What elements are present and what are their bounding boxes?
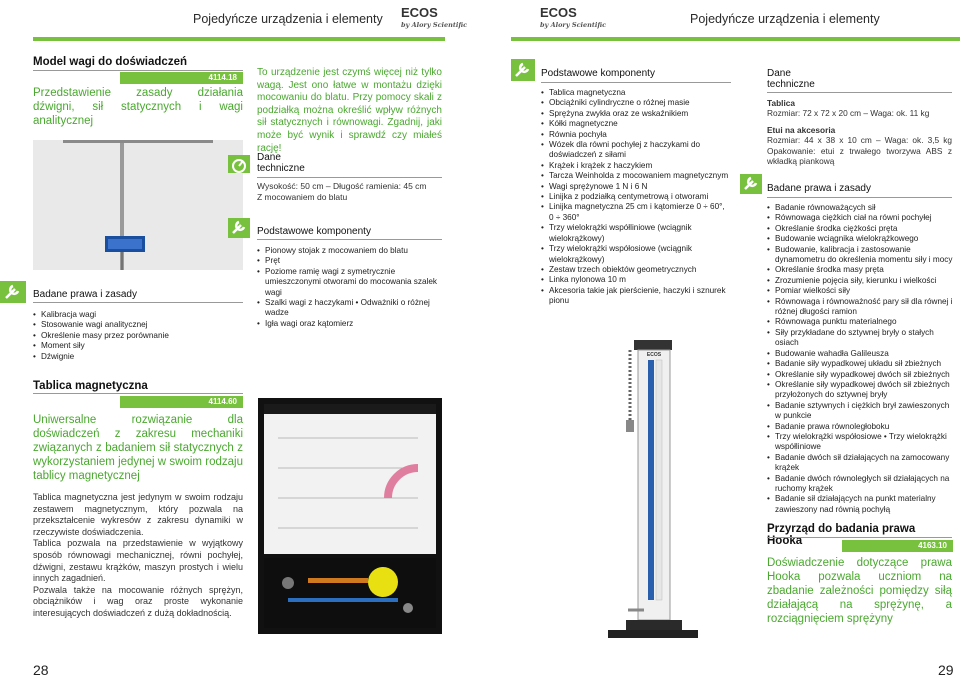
header-bar-right: [511, 37, 960, 41]
list-item: • Sprężyna zwykła oraz ze wskaźnikiem: [541, 109, 731, 119]
list-item: • Badanie dwóch równoległych sił działających na ruchomy krążek: [767, 474, 954, 495]
magnetic-board-photo: [258, 398, 442, 634]
wrench-icon: [740, 174, 762, 194]
tech-title-line2: techniczne: [767, 79, 815, 90]
gauge-icon: [228, 155, 250, 173]
tech-text-line2: Z mocowaniem do blatu: [257, 192, 348, 202]
tech-title-line1: Dane: [767, 68, 791, 79]
divider: [767, 92, 952, 93]
list-item: • Równowaga i równoważność pary sił dla równej i różnej długości ramion: [767, 297, 954, 318]
ecos-logo-right: [540, 6, 606, 32]
divider: [257, 239, 442, 240]
etui-label: Etui na akcesoria: [767, 124, 836, 135]
list-item: • Pomiar wielkości siły: [767, 286, 954, 296]
wrench-icon: [511, 59, 535, 81]
list-item: • Określenie masy przez porównanie: [33, 331, 243, 341]
rules-list-col1: [33, 310, 243, 362]
components-list-col2: [257, 246, 444, 329]
list-item: • Kółki magnetyczne: [541, 119, 731, 129]
list-item: • Siły przykładane do sztywnej bryły o stałych osiach: [767, 328, 954, 349]
list-item: • Trzy wielokrążki współosiowe • Trzy wielokrążki współliniowe: [767, 432, 954, 453]
etui-text: Rozmiar: 44 x 38 x 10 cm – Waga: ok. 3,5 kg Opakowanie: etui z trwałego tworzywa ABS z wkładką piankową: [767, 135, 952, 167]
list-item: • Igła wagi oraz kątomierz: [257, 319, 444, 329]
list-item: • Akcesoria takie jak pierścienie, haczyki i sznurek pionu: [541, 286, 731, 307]
list-item: • Szalki wagi z haczykami • Odważniki o różnej wadze: [257, 298, 444, 319]
balance-illustration: [33, 140, 243, 270]
list-item: • Dźwignie: [33, 352, 243, 362]
list-item: • Poziome ramię wagi z symetrycznie umieszczonymi otworami do mocowania szalek wagi: [257, 267, 444, 298]
tablica-text: Rozmiar: 72 x 72 x 20 cm – Waga: ok. 11 kg: [767, 108, 930, 119]
header-title-left: Pojedyńcze urządzenia i elementy: [193, 12, 383, 26]
hooke-illustration: [608, 340, 698, 640]
list-item: • Równowaga punktu materialnego: [767, 317, 954, 327]
list-item: • Tarcza Weinholda z mocowaniem magnetycznym: [541, 171, 731, 181]
product-lead-hooke: Doświadczenie dotyczące prawa Hooka pozwala uczniom na zbadanie zależności pomiędzy siłą działającą na sprężynę, a rozciągnięciem sprężyny: [767, 557, 952, 625]
hooke-device-photo: [608, 340, 698, 640]
product-lead-board: Uniwersalne rozwiązanie dla doświadczeń z zakresu mechaniki związanych z badaniem sił statycznych z wykorzystaniem jedynej w swoim rodzaju tablicy magnetycznej: [33, 414, 243, 482]
list-item: • Równowaga ciężkich ciał na równi pochyłej: [767, 213, 954, 223]
list-item: • Linka nylonowa 10 m: [541, 275, 731, 285]
wrench-icon: [0, 281, 26, 303]
list-item: • Równia pochyła: [541, 130, 731, 140]
divider: [257, 177, 442, 178]
rules-title-col4: Badane prawa i zasady: [767, 183, 871, 194]
page-number-left: 28: [33, 662, 49, 678]
list-item: • Budowanie wciągnika wielokrążkowego: [767, 234, 954, 244]
list-item: • Wózek dla równi pochyłej z haczykami do doświadczeń z siłami: [541, 140, 731, 161]
balance-photo: [33, 140, 243, 270]
logo-text: ECOS: [540, 5, 577, 20]
tablica-label: Tablica: [767, 98, 795, 108]
divider: [767, 537, 952, 538]
tech-text-line1: Wysokość: 50 cm – Długość ramienia: 45 cm: [257, 181, 427, 191]
product-title-balance: Model wagi do doświadczeń: [33, 56, 187, 68]
tech-title-line2: techniczne: [257, 163, 305, 174]
product-lead-balance: Przedstawienie zasady działania dźwigni, sił statycznych i wagi analitycznej: [33, 87, 243, 127]
product-code-hooke: 4163.10: [842, 540, 953, 552]
list-item: • Moment siły: [33, 341, 243, 351]
logo-subtitle: by Alory Scientific: [401, 21, 468, 29]
list-item: • Budowanie, kalibracja i zastosowanie dynamometru do określenia momentu siły i mocy: [767, 245, 954, 266]
balance-description: To urządzenie jest czymś więcej niż tylko wagą. Jest ono łatwe w montażu dzięki mocowaniu do blatu. Przy pomocy skali z podziałką można określić wpływ różnych sił statycznych i równowagi. Zgadnij, jaki może być wynik i sprawdź czy miałeś rację!: [257, 67, 442, 154]
page-number-right: 29: [938, 662, 954, 678]
list-item: • Badanie siły wypadkowej układu sił zbieżnych: [767, 359, 954, 369]
list-item: • Zestaw trzech obiektów geometrycznych: [541, 265, 731, 275]
product-title-board: Tablica magnetyczna: [33, 380, 148, 392]
board-case-illustration: [258, 398, 442, 634]
tech-title-col2: [257, 152, 305, 174]
rules-list-col4: [767, 203, 954, 515]
product-title-hooke: Przyrząd do badania prawa Hooka: [767, 523, 916, 547]
list-item: • Określanie środka ciężkości pręta: [767, 224, 954, 234]
divider: [33, 302, 243, 303]
logo-subtitle: by Alory Scientific: [540, 21, 607, 29]
logo-text: ECOS: [401, 5, 438, 20]
device-brand-label: ECOS: [646, 352, 662, 358]
wrench-icon: [228, 218, 250, 238]
list-item: • Określanie siły wypadkowej dwóch sił zbieżnych przyłożonych do sztywnej bryły: [767, 380, 954, 401]
list-item: • Kalibracja wagi: [33, 310, 243, 320]
list-item: • Trzy wielokrążki współliniowe (wciągnik wielokrążkowy): [541, 223, 731, 244]
tech-title-line1: Dane: [257, 152, 281, 163]
divider: [767, 197, 952, 198]
list-item: • Wagi sprężynowe 1 N i 6 N: [541, 182, 731, 192]
tech-text-col2: [257, 181, 442, 203]
list-item: • Badanie prawa równoległoboku: [767, 422, 954, 432]
list-item: • Badanie sił działających na punkt materialny zawieszony nad równią pochyłą: [767, 494, 954, 515]
ecos-logo-left: [401, 6, 467, 32]
list-item: • Określanie środka masy pręta: [767, 265, 954, 275]
list-item: • Określanie siły wypadkowej dwóch sił zbieżnych: [767, 370, 954, 380]
divider: [33, 70, 243, 71]
divider: [541, 82, 731, 83]
divider: [33, 393, 243, 394]
list-item: • Pręt: [257, 256, 444, 266]
list-item: • Pionowy stojak z mocowaniem do blatu: [257, 246, 444, 256]
list-item: • Badanie równoważących sił: [767, 203, 954, 213]
list-item: • Badanie sztywnych i ciężkich brył zawieszonych w punkcie: [767, 401, 954, 422]
tech-title-col4: [767, 68, 815, 90]
list-item: • Trzy wielokrążki współosiowe (wciągnik wielokrążkowy): [541, 244, 731, 265]
header-bar-left: [33, 37, 445, 41]
list-item: • Zrozumienie pojęcia siły, kierunku i wielkości: [767, 276, 954, 286]
section-title-rules-col1: Badane prawa i zasady: [33, 289, 137, 300]
product-code-balance: 4114.18: [120, 72, 243, 84]
list-item: • Tablica magnetyczna: [541, 88, 731, 98]
components-title-col2: Podstawowe komponenty: [257, 226, 371, 237]
list-item: • Krążek i krążek z haczykiem: [541, 161, 731, 171]
list-item: • Linijka magnetyczna 25 cm i kątomierze 0 ÷ 60°, 0 ÷ 360°: [541, 202, 731, 223]
list-item: • Linijka z podziałką centymetrową i otworami: [541, 192, 731, 202]
list-item: • Badanie dwóch sił działających na zamocowany krążek: [767, 453, 954, 474]
product-code-board: 4114.60: [120, 396, 243, 408]
tech-text-col4: [767, 98, 952, 166]
list-item: • Obciążniki cylindryczne o różnej masie: [541, 98, 731, 108]
list-item: • Stosowanie wagi analitycznej: [33, 320, 243, 330]
header-title-right: Pojedyńcze urządzenia i elementy: [690, 12, 880, 26]
components-list-col3: [541, 88, 731, 307]
list-item: • Budowanie wahadła Galileusza: [767, 349, 954, 359]
components-title-col3: Podstawowe komponenty: [541, 68, 655, 79]
product-body-board: Tablica magnetyczna jest jedynym w swoim rodzaju zestawem magnetycznym, który pozwala na przekształcenie wykresów z zakresu dynamiki w rzeczywiste doświadczenia. Tablica pozwala na przedstawienie w wyjątkowy sposób równowagi mechanicznej, równi pochyłej, dźwigni, zestawu krążków, maszyn prostych i wielu innych zagadnień. Pozwala także na mocowanie różnych sprężyn, obciążników i wag oraz proste wykonanie interesujących doświadczeń z dużą dokładnością.: [33, 492, 243, 618]
